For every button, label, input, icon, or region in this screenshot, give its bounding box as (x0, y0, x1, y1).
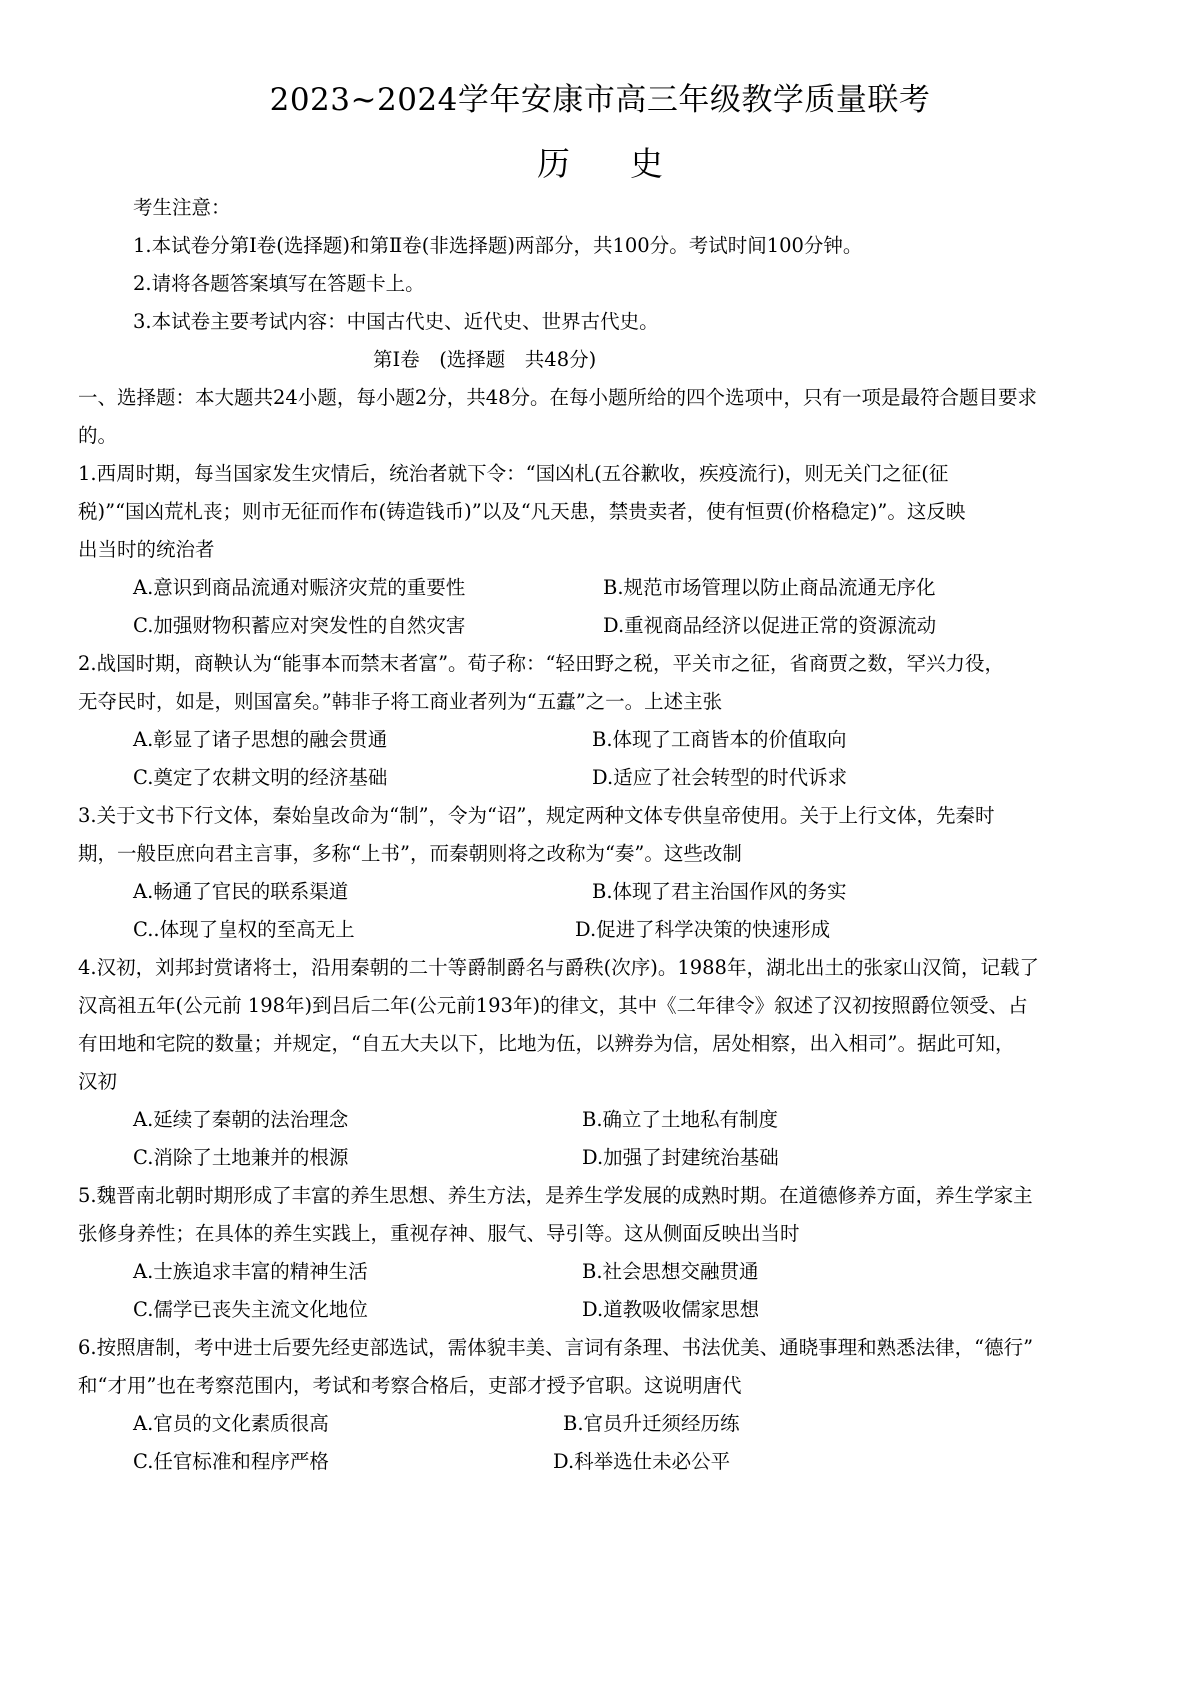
option-d[interactable]: D.重视商品经济以促进正常的资源流动 (603, 614, 937, 637)
option-d[interactable]: D.促进了科学决策的快速形成 (575, 918, 831, 941)
option-c[interactable]: C.消除了土地兼并的根源 (133, 1146, 349, 1169)
option-a[interactable]: A.畅通了官民的联系渠道 (133, 880, 349, 903)
subject-char: 历 (537, 144, 570, 183)
question-stem: 税)”“国凶荒札丧；则市无征而作布(铸造钱币)”以及“凡天患，禁贵卖者，使有恒贾(价格稳定)”。这反映 (78, 500, 966, 523)
option-a[interactable]: A.官员的文化素质很高 (133, 1412, 329, 1435)
notice-heading: 考生注意： (133, 196, 231, 219)
section-instructions: 的。 (78, 424, 118, 447)
question-stem: 1.西周时期，每当国家发生灾情后，统治者就下令：“国凶札(五谷歉收，疾疫流行)，则无关门之征(征 (78, 462, 949, 485)
option-a[interactable]: A.延续了秦朝的法治理念 (133, 1108, 349, 1131)
option-d[interactable]: D.适应了社会转型的时代诉求 (592, 766, 848, 789)
question-stem: 无夺民时，如是，则国富矣。”韩非子将工商业者列为“五蠹”之一。上述主张 (78, 690, 723, 713)
question-stem: 4.汉初，刘邦封赏诸将士，沿用秦朝的二十等爵制爵名与爵秩(次序)。1988年，湖北出土的张家山汉简，记载了 (78, 956, 1039, 979)
option-b[interactable]: B.官员升迁须经历练 (563, 1412, 740, 1435)
section-instructions: 一、选择题：本大题共24小题，每小题2分，共48分。在每小题所给的四个选项中，只有一项是最符合题目要求 (78, 386, 1038, 409)
section-title: 第Ⅰ卷 (选择题 共48分) (373, 348, 597, 371)
subject-heading (0, 143, 1200, 185)
option-a[interactable]: A.意识到商品流通对赈济灾荒的重要性 (133, 576, 466, 599)
option-d[interactable]: D.加强了封建统治基础 (582, 1146, 779, 1169)
question-stem: 5.魏晋南北朝时期形成了丰富的养生思想、养生方法，是养生学发展的成熟时期。在道德修养方面，养生学家主 (78, 1184, 1033, 1207)
option-b[interactable]: B.体现了工商皆本的价值取向 (592, 728, 847, 751)
option-b[interactable]: B.社会思想交融贯通 (582, 1260, 759, 1283)
notice-item: 3.本试卷主要考试内容：中国古代史、近代史、世界古代史。 (133, 310, 659, 333)
question-stem: 张修身养性；在具体的养生实践上，重视存神、服气、导引等。这从侧面反映出当时 (78, 1222, 800, 1245)
question-stem: 6.按照唐制，考中进士后要先经吏部选试，需体貌丰美、言词有条理、书法优美、通晓事理和熟悉法律，“德行” (78, 1336, 1034, 1359)
option-c[interactable]: C..体现了皇权的至高无上 (133, 918, 355, 941)
option-b[interactable]: B.体现了君主治国作风的务实 (592, 880, 847, 903)
notice-item: 1.本试卷分第Ⅰ卷(选择题)和第Ⅱ卷(非选择题)两部分，共100分。考试时间100分钟。 (133, 234, 863, 257)
option-c[interactable]: C.奠定了农耕文明的经济基础 (133, 766, 388, 789)
question-stem: 出当时的统治者 (78, 538, 215, 561)
option-c[interactable]: C.任官标准和程序严格 (133, 1450, 329, 1473)
subject-char: 史 (630, 144, 663, 183)
option-c[interactable]: C.加强财物积蓄应对突发性的自然灾害 (133, 614, 466, 637)
option-a[interactable]: A.士族追求丰富的精神生活 (133, 1260, 368, 1283)
question-stem: 有田地和宅院的数量；并规定，“自五大夫以下，比地为伍，以辨券为信，居处相察，出入相司”。据此可知， (78, 1032, 1015, 1055)
question-stem: 3.关于文书下行文体，秦始皇改命为“制”，令为“诏”，规定两种文体专供皇帝使用。关于上行文体，先秦时 (78, 804, 995, 827)
question-stem: 汉初 (78, 1070, 118, 1093)
question-stem: 2.战国时期，商鞅认为“能事本而禁末者富”。荀子称：“轻田野之税，平关市之征，省商贾之数，罕兴力役， (78, 652, 1005, 675)
option-b[interactable]: B.规范市场管理以防止商品流通无序化 (603, 576, 936, 599)
exam-title: 2023~2024学年安康市高三年级教学质量联考 (269, 82, 931, 118)
option-b[interactable]: B.确立了土地私有制度 (582, 1108, 779, 1131)
question-stem: 期，一般臣庶向君主言事，多称“上书”，而秦朝则将之改称为“奏”。这些改制 (78, 842, 742, 865)
option-d[interactable]: D.道教吸收儒家思想 (582, 1298, 760, 1321)
option-c[interactable]: C.儒学已丧失主流文化地位 (133, 1298, 368, 1321)
notice-item: 2.请将各题答案填写在答题卡上。 (133, 272, 425, 295)
option-a[interactable]: A.彰显了诸子思想的融会贯通 (133, 728, 388, 751)
option-d[interactable]: D.科举选仕未必公平 (553, 1450, 731, 1473)
question-stem: 汉高祖五年(公元前 198年)到吕后二年(公元前193年)的律文，其中《二年律令》叙述了汉初按照爵位领受、占 (78, 994, 1028, 1017)
question-stem: 和“才用”也在考察范围内，考试和考察合格后，吏部才授予官职。这说明唐代 (78, 1374, 742, 1397)
